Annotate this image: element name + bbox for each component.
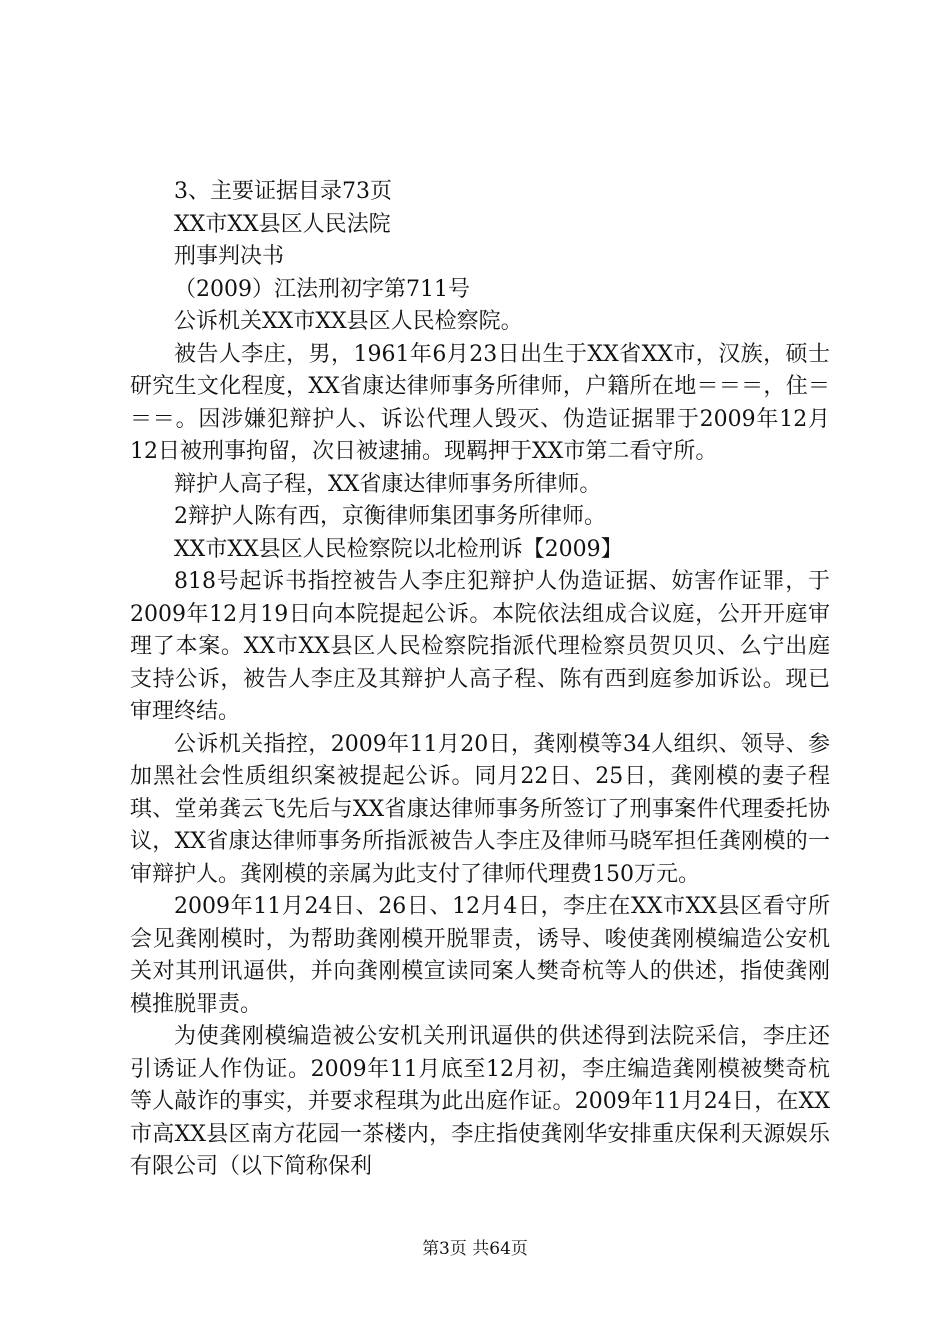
paragraph-prosecutor: 公诉机关XX市XX县区人民检察院。: [174, 309, 523, 334]
paragraph-document-title: 刑事判决书: [174, 244, 285, 269]
paragraph-evidence-list: 3、主要证据目录73页: [174, 179, 392, 204]
paragraph-false-testimony: 为使龚刚模编造被公安机关刑讯逼供的供述得到法院采信，李庄还引诱证人作伪证。2009年11月底至12月初，李庄编造龚刚模被樊奇杭等人敲诈的事实，并要求程琪为此出庭作证。2009年11月24日，在XX市高XX县区南方花园一茶楼内，李庄指使龚刚华安排重庆保利天源娱乐有限公司（以下简称保利: [130, 1024, 830, 1179]
paragraph-meetings: 2009年11月24日、26日、12月4日，李庄在XX市XX县区看守所会见龚刚模时，为帮助龚刚模开脱罪责，诱导、唆使龚刚模编造公安机关对其刑讯逼供，并向龚刚模宣读同案人樊奇杭等人的供述，指使龚刚模推脱罪责。: [130, 894, 830, 1017]
paragraph-defender-2: 2辩护人陈有西，京衡律师集团事务所律师。: [174, 504, 606, 529]
document-body: [130, 176, 830, 1184]
paragraph-court-name: XX市XX县区人民法院: [174, 211, 391, 237]
paragraph-defendant: 被告人李庄，男，1961年6月23日出生于XX省XX市，汉族，硕士研究生文化程度，XX省康达律师事务所律师，户籍所在地＝＝＝，住＝＝＝。因涉嫌犯辩护人、诉讼代理人毁灭、伪造证据罪于2009年12月12日被刑事拘留，次日被逮捕。现羁押于XX市第二看守所。: [130, 341, 830, 464]
paragraph-indictment-ref: XX市XX县区人民检察院以北检刑诉【2009】: [174, 536, 623, 562]
paragraph-charges: 公诉机关指控，2009年11月20日，龚刚模等34人组织、领导、参加黑社会性质组织案被提起公诉。同月22日、25日，龚刚模的妻子程琪、堂弟龚云飞先后与XX省康达律师事务所签订了刑事案件代理委托协议，XX省康达律师事务所指派被告人李庄及律师马晓军担任龚刚模的一审辩护人。龚刚模的亲属为此支付了律师代理费150万元。: [130, 731, 830, 887]
page-number: 第3页 共64页: [422, 1239, 528, 1259]
paragraph-indictment: 818号起诉书指控被告人李庄犯辩护人伪造证据、妨害作证罪，于2009年12月19日向本院提起公诉。本院依法组成合议庭，公开开庭审理了本案。XX市XX县区人民检察院指派代理检察员贺贝贝、么宁出庭支持公诉，被告人李庄及其辩护人高子程、陈有西到庭参加诉讼。现已审理终结。: [130, 569, 830, 724]
paragraph-case-number: （2009）江法刑初字第711号: [174, 276, 470, 302]
paragraph-defender-1: 辩护人高子程，XX省康达律师事务所律师。: [174, 471, 602, 497]
page-footer: [0, 1239, 950, 1259]
